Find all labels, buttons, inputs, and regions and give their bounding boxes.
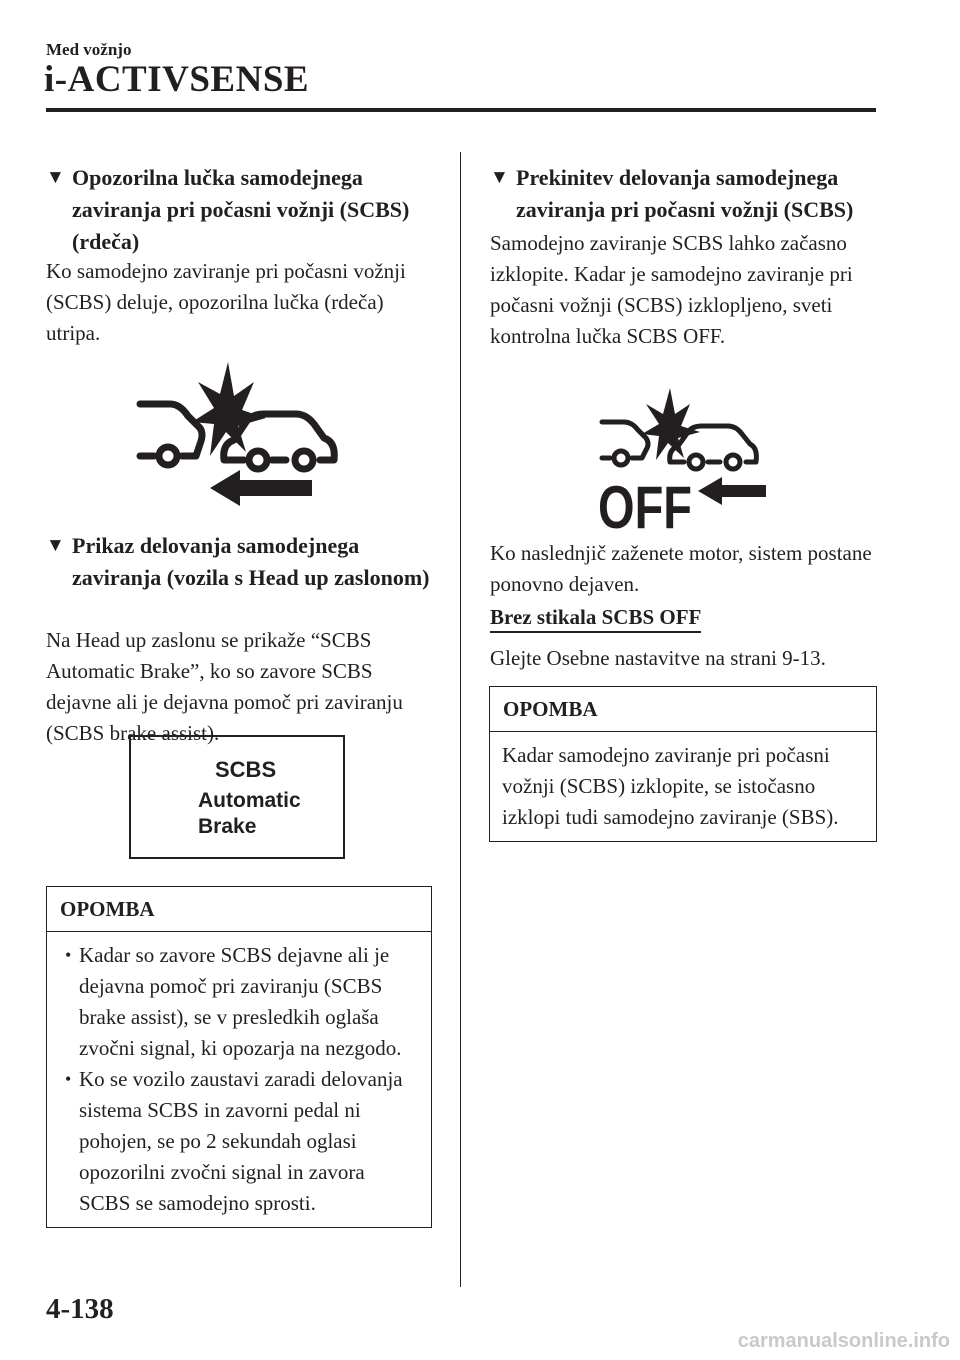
display-heading-text: Prikaz delovanja samodejnega zaviranja (vozila s Head up zaslonom) [72, 533, 430, 590]
note-title: OPOMBA [47, 887, 431, 932]
cancel-heading [490, 162, 880, 226]
warning-light-text: Ko samodejno zaviranje pri počasni vožnji (SCBS) deluje, opozorilna lučka (rdeča) utripa. [46, 259, 406, 345]
scbs-warning-light-icon [134, 360, 344, 510]
hud-display-image [129, 735, 345, 859]
hud-line-1: SCBS [215, 757, 277, 782]
section-label: Med vožnjo [46, 40, 132, 59]
note-list [59, 940, 421, 1219]
page-title: i-ACTIVSENSE [44, 59, 310, 100]
header-rule [46, 108, 876, 112]
cancel-heading-text: Prekinitev delovanja samodejnega zaviranja pri počasni vožnji (SCBS) [516, 165, 854, 222]
note-body: Kadar samodejno zaviranje pri počasni vožnji (SCBS) izklopite, se istočasno izklopi tudi samodejno zaviranje (SBS). [502, 743, 839, 829]
restart-text: Ko naslednjič zaženete motor, sistem postane ponovno dejaven. [490, 541, 872, 596]
watermark: carmanualsonline.info [737, 1330, 950, 1352]
note-box-left [46, 886, 432, 1228]
note-title: OPOMBA [490, 687, 876, 732]
page-number: 4-138 [46, 1293, 114, 1325]
note-box-right [489, 686, 877, 842]
warning-light-heading-text: Opozorilna lučka samodejnega zaviranja pri počasni vožnji (SCBS) (rdeča) [72, 165, 410, 254]
list-item [59, 940, 421, 1064]
display-text: Na Head up zaslonu se prikaže “SCBS Automatic Brake”, ko so zavore SCBS dejavne ali je dejavna pomoč pri zaviranju (SCBS brake assist). [46, 628, 403, 745]
cancel-text: Samodejno zaviranje SCBS lahko začasno izklopite. Kadar je samodejno zaviranje pri počasni vožnji (SCBS) izklopljeno, sveti kontrolna lučka SCBS OFF. [490, 231, 853, 348]
bullet-icon: • [65, 1069, 72, 1089]
column-divider [460, 152, 461, 1287]
note-item-text: Ko se vozilo zaustavi zaradi delovanja sistema SCBS in zavorni pedal ni pohojen, se po 2 sekundah oglasi opozorilni zvočni signal in zavora SCBS se samodejno sprosti. [79, 1067, 403, 1215]
hud-line-3: Brake [198, 815, 257, 838]
note-item-text: Kadar so zavore SCBS dejavne ali je dejavna pomoč pri zaviranju (SCBS brake assist), se v presledkih oglaša zvočni signal, ki opozarja na nezgodo. [79, 943, 402, 1060]
scbs-off-indicator-icon [596, 388, 768, 530]
triangle-marker-icon: ▼ [46, 167, 65, 188]
display-heading [46, 530, 438, 594]
bullet-icon: • [65, 945, 72, 965]
subheading-no-switch: Brez stikala SCBS OFF [490, 603, 701, 633]
triangle-marker-icon: ▼ [46, 535, 65, 556]
reference-text: Glejte Osebne nastavitve na strani 9-13. [490, 646, 826, 670]
off-label: OFF [598, 474, 692, 530]
note-body [47, 932, 431, 1227]
warning-light-heading [46, 162, 438, 258]
hud-line-2: Automatic [198, 789, 301, 812]
triangle-marker-icon: ▼ [490, 167, 509, 188]
list-item [59, 1064, 421, 1219]
